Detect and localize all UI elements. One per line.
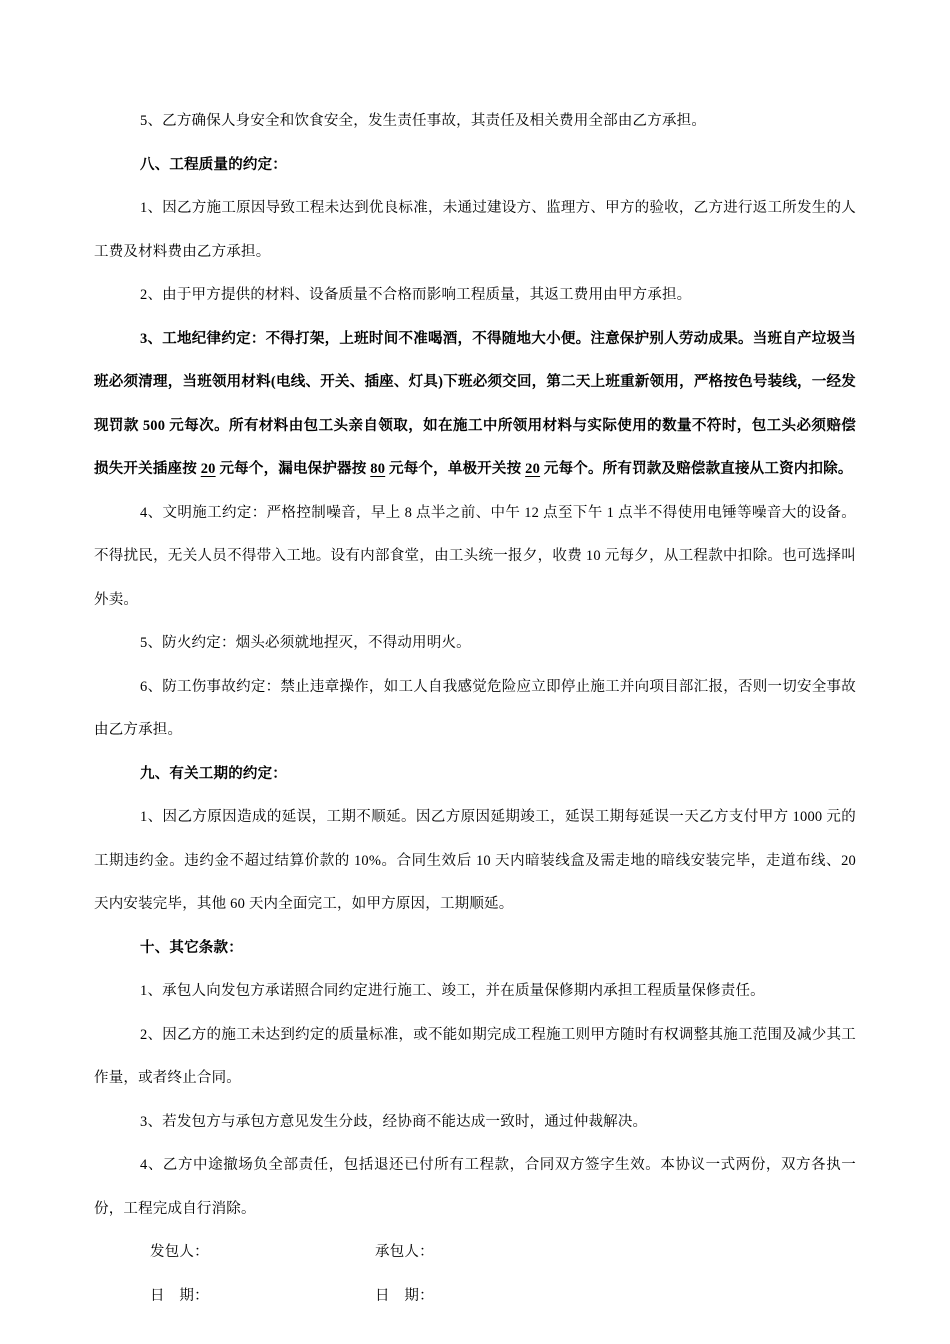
paragraph: [94, 492, 856, 623]
text-run: 2、因乙方的施工未达到约定的质量标准，或不能如期完成工程施工则甲方随时有权调整其施工范围及减少其工作量，或者终止合同。: [94, 1026, 856, 1086]
text-run: 八、工程质量的约定：: [140, 156, 287, 173]
text-run: 1、因乙方原因造成的延误，工期不顺延。因乙方原因延期竣工，延误工期每延误一天乙方支付甲方 1000 元的工期违约金。违约金不超过结算价款的 10%。合同生效后 10 天内暗装线盒及需走地的暗线安装完毕，走道布线、20 天内安装完毕，其他 60 天内全面完工，如甲方原因，工期顺延。: [94, 809, 856, 912]
paragraph: [94, 970, 856, 1014]
paragraph: [94, 1101, 856, 1145]
text-run: 5、防火约定：烟头必须就地捏灭，不得动用明火。: [140, 635, 471, 651]
paragraph: [94, 1144, 856, 1231]
text-run: 1、承包人向发包方承诺照合同约定进行施工、竣工，并在质量保修期内承担工程质量保修责任。: [140, 983, 765, 999]
text-run: 十、其它条款：: [140, 939, 243, 956]
section-heading: [94, 927, 856, 971]
document-page: [94, 100, 856, 1318]
signature-line: [94, 1275, 856, 1319]
underlined-amount: 20: [200, 461, 216, 477]
text-run: 3、工地纪律约定：不得打架，上班时间不准喝酒，不得随地大小便。注意保护别人劳动成果。当班自产垃圾当班必须清理，当班领用材料(电线、开关、插座、灯具)下班必须交回，第二天上班重新领用，严格按色号装线，一经发现罚款 500 元每次。所有材料由包工头亲自领取，如在施工中所领用材料与实际使用的数量不符时，包工头必须赔偿损失开关插座按: [94, 330, 856, 477]
paragraph: [94, 100, 856, 144]
signature-label: 承包人：: [375, 1244, 434, 1260]
text-run: 元每个，漏电保护器按: [215, 461, 371, 477]
paragraph: [94, 796, 856, 927]
signature-label: 日 期：: [150, 1287, 209, 1304]
text-run: 4、乙方中途撤场负全部责任，包括退还已付所有工程款，合同双方签字生效。本协议一式两份，双方各执一份，工程完成自行消除。: [94, 1157, 856, 1217]
text-run: 4、文明施工约定：严格控制噪音，早上 8 点半之前、中午 12 点至下午 1 点半不得使用电锤等噪音大的设备。不得扰民，无关人员不得带入工地。设有内部食堂，由工头统一报夕，收费 10 元每夕，从工程款中扣除。也可选择叫外卖。: [94, 504, 856, 608]
paragraph: [94, 622, 856, 666]
text-run: 元每个。所有罚款及赔偿款直接从工资内扣除。: [540, 461, 853, 477]
text-run: 1、因乙方施工原因导致工程未达到优良标准，未通过建设方、监理方、甲方的验收，乙方进行返工所发生的人工费及材料费由乙方承担。: [94, 200, 856, 260]
signature-label: 日 期：: [375, 1287, 434, 1304]
section-heading: [94, 144, 856, 188]
text-run: 九、有关工期的约定：: [140, 765, 287, 782]
paragraph: [94, 1014, 856, 1101]
text-run: 5、乙方确保人身安全和饮食安全，发生责任事故，其责任及相关费用全部由乙方承担。: [140, 113, 707, 129]
paragraph: [94, 187, 856, 274]
text-run: 6、防工伤事故约定：禁止违章操作，如工人自我感觉危险应立即停止施工并向项目部汇报，否则一切安全事故由乙方承担。: [94, 678, 856, 738]
paragraph: [94, 274, 856, 318]
signature-label: 发包人：: [150, 1244, 209, 1260]
section-heading: [94, 753, 856, 797]
underlined-amount: 80: [370, 461, 386, 477]
text-run: 2、由于甲方提供的材料、设备质量不合格而影响工程质量，其返工费用由甲方承担。: [140, 287, 692, 303]
signature-line: [94, 1231, 856, 1275]
paragraph: [94, 666, 856, 753]
paragraph: [94, 318, 856, 492]
underlined-amount: 20: [525, 461, 541, 477]
text-run: 3、若发包方与承包方意见发生分歧，经协商不能达成一致时，通过仲裁解决。: [140, 1113, 648, 1130]
text-run: 元每个，单极开关按: [385, 461, 526, 477]
